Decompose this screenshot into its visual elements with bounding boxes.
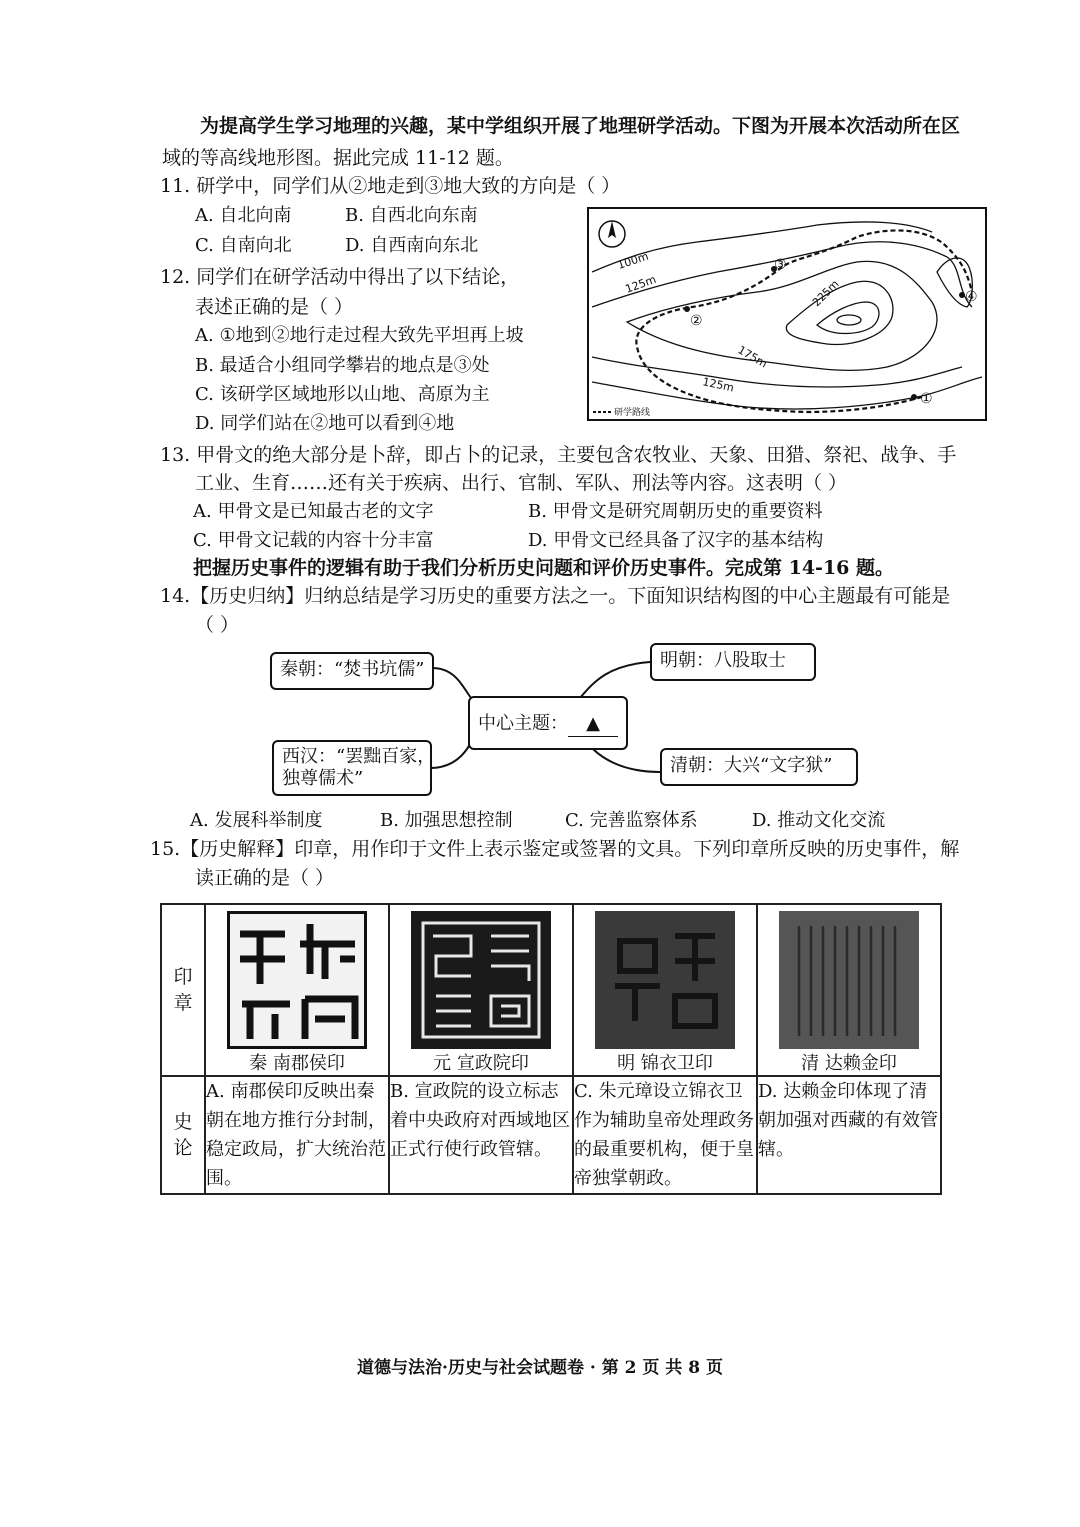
seal-yuan-image: [411, 911, 551, 1049]
contour-map: [587, 207, 987, 421]
q14-stem-line1: 14.【历史归纳】归纳总结是学习历史的重要方法之一。下面知识结构图的中心主题最有可能是: [160, 585, 951, 607]
seal-cell-qin: [205, 904, 389, 1076]
q13-stem-line1: 13. 甲骨文的绝大部分是卜辞，即占卜的记录，主要包含农牧业、天象、田猎、祭祀、战争、手: [160, 444, 957, 466]
seal-cell-yuan: [389, 904, 573, 1076]
point-3-label: ③: [774, 257, 787, 273]
q15-stem-line1: 15.【历史解释】印章，用作印于文件上表示鉴定或签署的文具。下列印章所反映的历史事件，解: [150, 838, 960, 860]
note-a: A. 南郡侯印反映出秦朝在地方推行分封制，稳定政局，扩大统治范围。: [205, 1076, 389, 1194]
point-4-label: ④: [965, 289, 978, 305]
note-d: D. 达赖金印体现了清朝加强对西藏的有效管辖。: [757, 1076, 941, 1194]
map-frame: [588, 208, 986, 420]
q13-option-d: D. 甲骨文已经具备了汉字的基本结构: [528, 530, 824, 551]
q14-option-d: D. 推动文化交流: [752, 810, 886, 831]
commentary-row-header: 史论: [161, 1076, 205, 1194]
intro-history: 把握历史事件的逻辑有助于我们分析历史问题和评价历史事件。完成第 14-16 题。: [193, 557, 894, 579]
q13-option-a: A. 甲骨文是已知最古老的文字: [193, 501, 434, 522]
q15-stem-line2: 读正确的是（ ）: [195, 867, 335, 889]
q12-stem-line1: 12. 同学们在研学活动中得出了以下结论，: [160, 266, 520, 288]
contour-label-175: 175m: [735, 343, 770, 371]
seal-table: [160, 903, 942, 1195]
q12-option-b: B. 最适合小组同学攀岩的地点是③处: [195, 355, 490, 376]
node-xihan-line2: 独尊儒术”: [282, 768, 364, 789]
point-1-label: ①: [920, 391, 933, 407]
point-2-label: ②: [690, 313, 703, 329]
seal-yuan-caption: 元 宣政院印: [433, 1053, 529, 1074]
page-footer: 道德与法治·历史与社会试题卷 · 第 2 页 共 8 页: [357, 1358, 723, 1378]
q12-option-d: D. 同学们站在②地可以看到④地: [195, 413, 455, 434]
seal-qin-caption: 秦 南郡侯印: [249, 1053, 345, 1074]
intro-geo-line2: 域的等高线地形图。据此完成 11-12 题。: [162, 147, 514, 169]
q14-option-a: A. 发展科举制度: [190, 810, 323, 831]
node-qing: [660, 748, 858, 786]
note-c: C. 朱元璋设立锦衣卫作为辅助皇帝处理政务的最重要机构，便于皇帝独掌朝政。: [573, 1076, 757, 1194]
seal-qin-image: [227, 911, 367, 1049]
node-ming: [650, 643, 816, 681]
seal-ming-image: [595, 911, 735, 1049]
q11-option-b: B. 自西北向东南: [345, 205, 478, 226]
q12-option-a: A. ①地到②地行走过程大致先平坦再上坡: [195, 325, 524, 346]
node-qin-text: 秦朝：“焚书坑儒”: [280, 659, 425, 680]
contour-label-125-north: 125m: [623, 272, 658, 296]
q14-stem-line2: （ ）: [195, 614, 240, 636]
q11-option-a: A. 自北向南: [195, 205, 292, 226]
point-2-dot: [684, 306, 690, 312]
seal-row: [161, 904, 941, 1076]
seal-qing-image: [779, 911, 919, 1049]
q13-stem-line2: 工业、生育……还有关于疾病、出行、官制、军队、刑法等内容。这表明（ ）: [195, 472, 848, 494]
q11-option-c: C. 自南向北: [195, 235, 292, 256]
legend-route-label: 研学路线: [614, 408, 651, 418]
q11-option-d: D. 自西南向东北: [345, 235, 479, 256]
node-qing-text: 清朝：大兴“文字狱”: [670, 755, 833, 776]
center-theme-blank: [568, 712, 618, 737]
center-theme-label: 中心主题：: [478, 713, 568, 734]
node-xihan-line1: 西汉：“罢黜百家，: [282, 746, 436, 767]
note-b: B. 宣政院的设立标志着中央政府对西域地区正式行使行政管辖。: [389, 1076, 573, 1194]
seal-cell-qing: [757, 904, 941, 1076]
node-qin: [270, 652, 434, 690]
connector-qin: [432, 668, 475, 702]
node-ming-text: 明朝：八股取士: [660, 650, 786, 671]
triangle-icon: ▲: [586, 713, 600, 734]
seal-ming-caption: 明 锦衣卫印: [617, 1053, 713, 1074]
node-center: [468, 696, 628, 750]
commentary-row: [161, 1076, 941, 1194]
node-xihan: [272, 740, 436, 796]
connector-ming: [580, 662, 650, 698]
contour-label-125-south: 125m: [701, 375, 736, 395]
q13-option-b: B. 甲骨文是研究周朝历史的重要资料: [528, 501, 823, 522]
seal-cell-ming: [573, 904, 757, 1076]
q14-option-c: C. 完善监察体系: [565, 810, 698, 831]
q11-stem: 11. 研学中，同学们从②地走到③地大致的方向是（ ）: [160, 175, 621, 197]
seal-row-header: 印章: [161, 904, 205, 1076]
q13-option-c: C. 甲骨文记载的内容十分丰富: [193, 530, 434, 551]
seal-qing-caption: 清 达赖金印: [801, 1053, 897, 1074]
point-1-dot: [911, 394, 917, 400]
contour-label-225: 225m: [809, 277, 842, 310]
q14-option-b: B. 加强思想控制: [380, 810, 513, 831]
q12-option-c: C. 该研学区域地形以山地、高原为主: [195, 384, 490, 405]
q12-stem-line2: 表述正确的是（ ）: [195, 296, 354, 318]
contour-label-100: 100m: [615, 249, 651, 272]
intro-geo-line1: 为提高学生学习地理的兴趣，某中学组织开展了地理研学活动。下图为开展本次活动所在区: [200, 115, 961, 137]
